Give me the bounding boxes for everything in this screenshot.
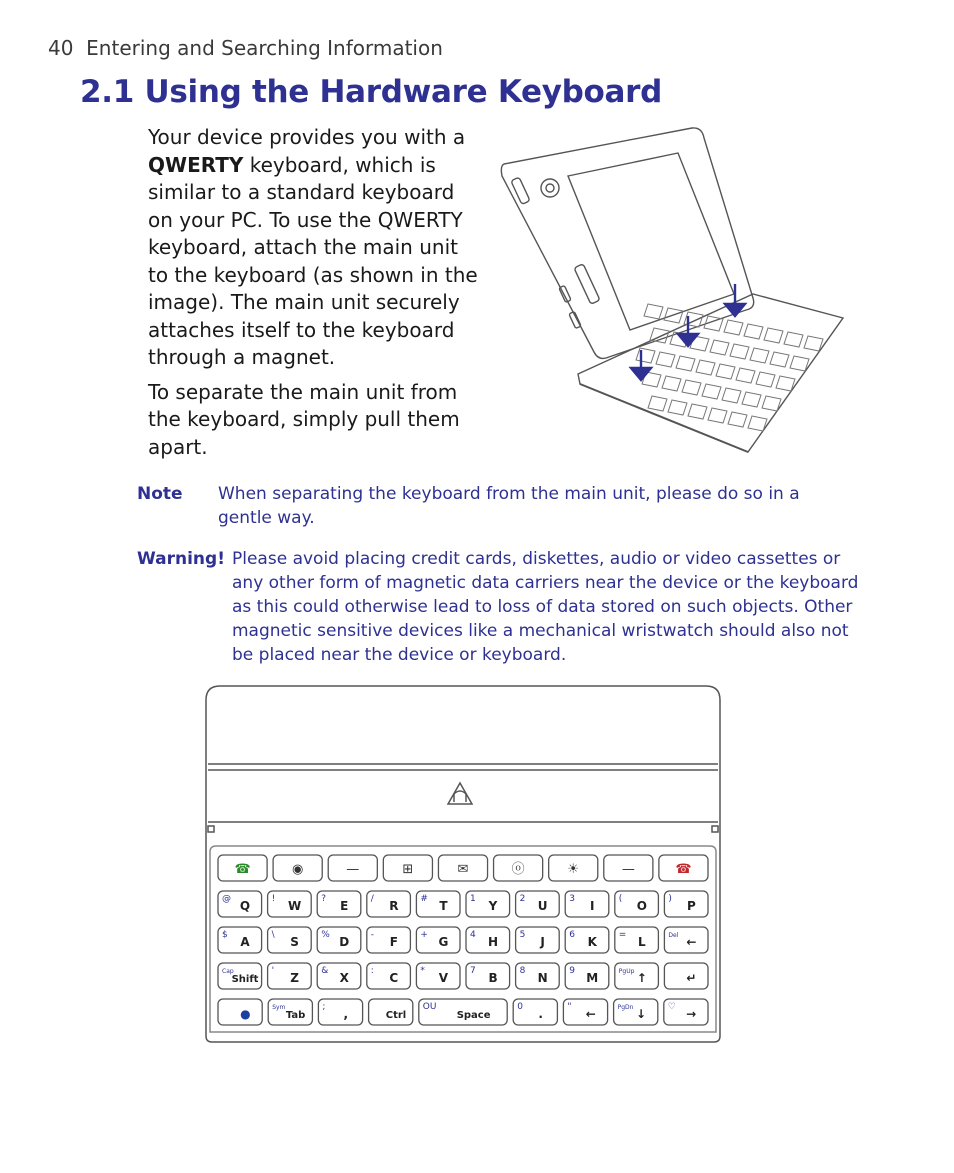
key <box>516 891 560 917</box>
keyboard-keys <box>218 855 708 1025</box>
running-head <box>48 36 443 60</box>
keyboard-base-outline <box>578 294 843 452</box>
key-main-label: G <box>438 935 449 949</box>
device-key-outline <box>804 336 823 351</box>
device-key-outline <box>762 396 781 411</box>
note-block <box>137 482 847 530</box>
key-main-label: V <box>438 971 449 985</box>
key-sub-label: 7 <box>470 966 476 976</box>
key <box>328 855 377 881</box>
key-main-label: O <box>636 899 647 913</box>
key <box>466 927 510 953</box>
key <box>416 963 460 989</box>
note-text: When separating the keyboard from the main unit, please do so in a gentle way. <box>218 484 800 528</box>
key-sub-label: 4 <box>470 930 476 940</box>
device-key-outline <box>784 332 803 347</box>
key <box>659 855 708 881</box>
key-main-label: T <box>439 899 448 913</box>
device-key-outline <box>696 360 715 375</box>
key-main-label: I <box>589 899 595 913</box>
device-key-outline <box>676 356 695 371</box>
key-sub-label: * <box>420 966 425 976</box>
key <box>369 999 413 1025</box>
key-main-label: U <box>537 899 548 913</box>
tablet-side-key-2 <box>569 311 581 328</box>
key-main-label: M <box>586 971 599 985</box>
device-key-outline <box>662 376 681 391</box>
minus-icon: — <box>621 862 635 877</box>
key-main-label: Z <box>290 971 299 985</box>
envelope-icon: ✉ <box>457 862 469 877</box>
key <box>218 855 267 881</box>
attach-arrow-head-1 <box>725 304 745 316</box>
keyboard-base-edge <box>580 384 748 452</box>
key <box>367 927 411 953</box>
key <box>218 999 262 1025</box>
device-key-outline <box>744 324 763 339</box>
key-sub-label: : <box>370 966 374 976</box>
key-sub-label: 9 <box>569 966 575 976</box>
end-call-icon: ☎ <box>675 862 692 877</box>
key <box>367 963 411 989</box>
key <box>218 891 262 917</box>
key-sub-label: ; <box>322 1002 326 1012</box>
key-sub-label: = <box>618 930 627 940</box>
minus-icon: — <box>346 862 360 877</box>
key <box>615 927 659 953</box>
keyboard-keys-drawing <box>636 304 823 431</box>
tablet-camera <box>541 179 559 197</box>
key <box>317 891 361 917</box>
key-main-label: E <box>340 899 349 913</box>
key-main-label: X <box>339 971 349 985</box>
page-title: 2.1 Using the Hardware Keyboard <box>80 74 663 110</box>
key <box>416 891 460 917</box>
key-main-label: P <box>687 899 696 913</box>
key-main-label: Ctrl <box>385 1010 407 1021</box>
key <box>218 927 262 953</box>
key <box>419 999 507 1025</box>
key-main-label: ← <box>585 1007 596 1021</box>
key-sub-label: Del <box>668 932 679 939</box>
key <box>466 891 510 917</box>
key-sub-label: ! <box>271 894 276 904</box>
key <box>615 891 659 917</box>
key-main-label: R <box>389 899 399 913</box>
key <box>513 999 557 1025</box>
key <box>664 999 708 1025</box>
key-main-label: ● <box>240 1007 251 1021</box>
key <box>516 927 560 953</box>
intro-paragraph-1 <box>148 124 478 372</box>
key-main-label: N <box>537 971 548 985</box>
key-main-label: . <box>538 1007 543 1021</box>
key-main-label: Tab <box>285 1010 306 1021</box>
key <box>615 963 659 989</box>
key <box>614 999 658 1025</box>
key-main-label: W <box>288 899 302 913</box>
attach-arrow-head-2 <box>678 334 698 346</box>
key <box>563 999 607 1025</box>
device-key-outline <box>730 344 749 359</box>
device-key-outline <box>724 320 743 335</box>
page-number: 40 <box>48 36 74 60</box>
key <box>416 927 460 953</box>
device-key-outline <box>764 328 783 343</box>
device-key-outline <box>722 388 741 403</box>
key-sub-label: # <box>420 894 428 904</box>
device-key-outline <box>742 392 761 407</box>
key-main-label: ↑ <box>636 971 647 985</box>
device-key-outline <box>770 352 789 367</box>
device-key-outline <box>756 372 775 387</box>
warning-label: Warning! <box>137 549 225 569</box>
key <box>565 963 609 989</box>
key-sub-label: ♡ <box>667 1002 676 1012</box>
key-sub-label: 5 <box>519 930 526 940</box>
key-main-label: C <box>389 971 399 985</box>
key-sub-label: ' <box>271 966 275 976</box>
key <box>664 927 708 953</box>
key-main-label: ↓ <box>635 1007 647 1021</box>
warning-block <box>137 547 859 667</box>
key-sub-label: PgDn <box>617 1004 634 1011</box>
key-sub-label: ? <box>321 894 326 904</box>
key-main-label: , <box>343 1007 349 1021</box>
key-sub-label: 3 <box>569 894 575 904</box>
device-key-outline <box>636 348 655 363</box>
key-sub-label: Sym <box>272 1004 286 1011</box>
ok-icon: ⓞ <box>511 862 525 877</box>
key-main-label: ↵ <box>686 971 697 985</box>
key-sub-label: 8 <box>519 966 526 976</box>
speaker-icon: ◉ <box>291 862 304 877</box>
key <box>438 855 487 881</box>
device-key-outline <box>702 384 721 399</box>
call-icon: ☎ <box>234 862 251 877</box>
key <box>268 927 312 953</box>
key-sub-label: - <box>370 930 375 940</box>
key-main-label: D <box>339 935 350 949</box>
corner-marker-left <box>208 826 214 832</box>
key <box>218 963 262 989</box>
key-main-label: Shift <box>231 974 259 985</box>
key-main-label: Q <box>239 899 251 913</box>
key <box>273 855 322 881</box>
tablet-dpad <box>574 264 600 304</box>
key-main-label: L <box>638 935 646 949</box>
device-key-outline <box>656 352 675 367</box>
device-key-outline <box>776 376 795 391</box>
key <box>565 927 609 953</box>
key-main-label: H <box>488 935 499 949</box>
key-sub-label: % <box>321 930 330 940</box>
intro-text <box>148 124 478 468</box>
key <box>383 855 432 881</box>
key <box>549 855 598 881</box>
key <box>516 963 560 989</box>
key <box>664 891 708 917</box>
qwerty-emphasis: QWERTY <box>148 152 244 177</box>
attach-arrow-head-3 <box>631 368 651 380</box>
device-key-outline <box>716 364 735 379</box>
device-key-outline <box>650 328 669 343</box>
key <box>664 963 708 989</box>
corner-marker-right <box>712 826 718 832</box>
key <box>268 963 312 989</box>
key-sub-label: + <box>420 930 428 940</box>
key <box>318 999 362 1025</box>
key-main-label: → <box>686 1007 697 1021</box>
device-key-outline <box>644 304 663 319</box>
note-label: Note <box>137 484 183 504</box>
windows-icon: ⊞ <box>402 862 414 877</box>
key-sub-label: $ <box>222 930 228 940</box>
key <box>367 891 411 917</box>
key <box>268 891 312 917</box>
key-main-label: Space <box>456 1010 491 1021</box>
key-sub-label: ( <box>618 894 623 904</box>
key-sub-label: 1 <box>470 894 476 904</box>
key-main-label: ← <box>686 935 697 949</box>
device-key-outline <box>736 368 755 383</box>
warning-text: Please avoid placing credit cards, diskettes, audio or video cassettes or any other form of magnetic data carriers near the device or the keyboard as this could otherwise lead to loss of data stored on such objects. Other magnetic sensitive devices like a mechanical wristwatch should also not be placed near the device or keyboard. <box>232 549 859 665</box>
tablet-camera-lens <box>546 184 554 192</box>
brightness-icon: ☀ <box>567 862 580 877</box>
key-sub-label: PgUp <box>618 968 635 975</box>
key <box>604 855 653 881</box>
key-sub-label: ) <box>668 894 672 904</box>
device-key-outline <box>790 356 809 371</box>
key <box>317 963 361 989</box>
device-key-outline <box>748 416 767 431</box>
key-main-label: A <box>240 935 250 949</box>
key-sub-label: 6 <box>569 930 575 940</box>
key <box>565 891 609 917</box>
key-main-label: K <box>587 935 597 949</box>
key <box>466 963 510 989</box>
device-key-outline <box>668 400 687 415</box>
intro-p1-start: Your device provides you with a <box>148 125 466 149</box>
keyboard-illustration <box>200 680 726 1046</box>
key-sub-label: OU <box>422 1002 437 1012</box>
section-title: Entering and Searching Information <box>86 36 443 60</box>
key-main-label: B <box>488 971 498 985</box>
key-main-label: J <box>540 935 545 949</box>
key-sub-label: Cap <box>222 968 234 975</box>
key-main-label: Y <box>488 899 498 913</box>
intro-p1-rest: keyboard, which is similar to a standard keyboard on your PC. To use the QWERTY keyboard, attach the main unit to the keyboard (as shown in the image). The main unit securely attaches itself to the keyboard through a magnet. <box>148 152 478 369</box>
key-sub-label: 0 <box>517 1002 523 1012</box>
key-sub-label: @ <box>222 894 231 904</box>
key <box>317 927 361 953</box>
key <box>494 855 543 881</box>
tablet-side-button <box>511 177 530 204</box>
key-sub-label: 2 <box>519 894 526 904</box>
device-attach-drawing <box>498 126 848 456</box>
device-key-outline <box>648 396 667 411</box>
key-sub-label: / <box>370 894 374 904</box>
device-attach-illustration <box>498 126 848 456</box>
device-key-outline <box>728 412 747 427</box>
key <box>268 999 312 1025</box>
intro-paragraph-2: To separate the main unit from the keyboard, simply pull them apart. <box>148 379 460 459</box>
key-sub-label: & <box>321 966 329 976</box>
device-key-outline <box>682 380 701 395</box>
device-key-outline <box>750 348 769 363</box>
device-key-outline <box>688 404 707 419</box>
key-sub-label: " <box>567 1002 572 1012</box>
device-key-outline <box>710 340 729 355</box>
device-key-outline <box>708 408 727 423</box>
keyboard-drawing <box>200 680 726 1046</box>
key-main-label: S <box>290 935 299 949</box>
key-sub-label: \ <box>271 930 275 940</box>
warning-triangle-icon <box>448 783 472 804</box>
key-main-label: F <box>389 935 398 949</box>
